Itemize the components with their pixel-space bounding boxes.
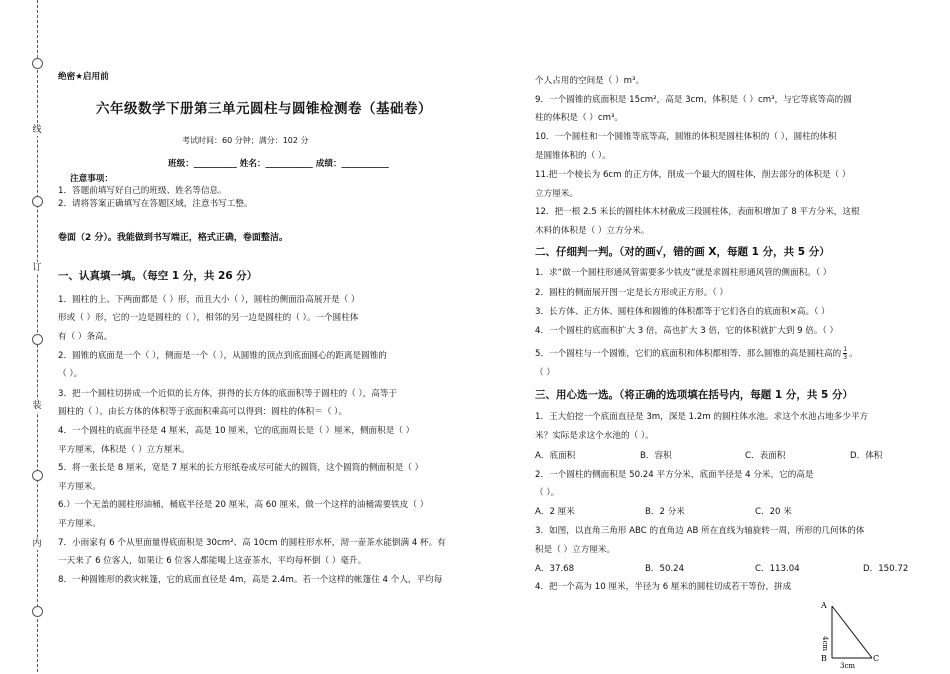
question-line: 3．长方体、正方体、圆柱体和圆锥的体积都等于它们各自的底面积×高。（ ） bbox=[535, 307, 830, 317]
question-line-with-fraction: 5．一个圆柱与一个圆锥，它们的底面积和体积都相等．那么圆锥的高是圆柱高的 $\frac{1}{3}$ 。 bbox=[535, 346, 858, 361]
question-line: 8．一种圆锥形的救灾帐篷，它的底面直径是 4m，高是 2.4m。若一个这样的帐篷住 4 个人，平均每 bbox=[58, 575, 443, 585]
question-line: 一天来了 6 位客人，如果让 6 位客人都能喝上这壶茶水，平均每杯倒（ ）毫升。 bbox=[58, 556, 367, 566]
question-line: 米？实际是求这个水池的（ ）。 bbox=[535, 431, 654, 441]
question-line: 平方厘米。 bbox=[58, 482, 101, 492]
question-line: 6.）一个无盖的圆柱形油桶，桶底半径是 20 厘米，高 60 厘米，做一个这样的油桶需要铁皮（ ） bbox=[58, 500, 429, 510]
vertex-a-label: A bbox=[821, 601, 827, 610]
side-bc-length: 3cm bbox=[840, 662, 856, 670]
page-title: 六年级数学下册第三单元圆柱与圆锥检测卷（基础卷） bbox=[96, 101, 432, 117]
vertex-c-label: C bbox=[873, 654, 880, 663]
student-fields: 班级：__________ 姓名：___________ 成绩：___________ bbox=[168, 159, 389, 169]
question-line: 4．一个圆柱的底面半径是 4 厘米，高是 10 厘米，它的底面周长是（ ）厘米，侧面积是（ ） bbox=[58, 426, 415, 436]
binding-hole-circle bbox=[32, 606, 43, 617]
binding-hole-circle bbox=[32, 334, 43, 345]
binding-hole-circle bbox=[32, 58, 43, 69]
option-c: C．113.04 bbox=[755, 564, 800, 574]
question-line: 2．圆柱的侧面展开图一定是长方形或正方形。（ ） bbox=[535, 288, 728, 298]
triangle-svg bbox=[812, 598, 882, 670]
side-ab-length: 4cm bbox=[821, 636, 829, 652]
side-ac bbox=[832, 606, 872, 658]
vertex-b-label: B bbox=[821, 654, 827, 663]
question-line: 柱的体积是（ ）cm³。 bbox=[535, 113, 624, 123]
binding-label-nei: 内 bbox=[32, 539, 42, 549]
triangle-figure bbox=[812, 598, 882, 674]
binding-label-zhuang: 装 bbox=[32, 401, 42, 411]
question-line: 9．一个圆锥的底面积是 15cm²，高是 3cm，体积是（ ）cm³，与它等底等高的圆 bbox=[535, 95, 852, 105]
option-d: D．体积 bbox=[850, 451, 883, 461]
question-line: 12．把一根 2.5 米长的圆柱体木材截成三段圆柱体，表面积增加了 8 平方分米，这根 bbox=[535, 207, 860, 217]
option-c: C．表面积 bbox=[745, 451, 786, 461]
binding-hole-circle bbox=[32, 196, 43, 207]
question-text: 5．一个圆柱与一个圆锥，它们的底面积和体积都相等．那么圆锥的高是圆柱高的 bbox=[535, 349, 842, 359]
question-line: 2．圆锥的底面是一个（ ），侧面是一个（ ），从圆锥的顶点到底面圆心的距离是圆锥的 bbox=[58, 351, 387, 361]
option-c: C．20 米 bbox=[755, 507, 792, 517]
question-line: 4．一个圆柱的底面积扩大 3 倍，高也扩大 3 倍，它的体积就扩大到 9 倍。（ ） bbox=[535, 326, 839, 336]
question-line: 木料的体积是（ ）立方分米。 bbox=[535, 226, 650, 236]
option-b: B．容积 bbox=[640, 451, 672, 461]
question-line: 4．把一个高为 10 厘米，半径为 6 厘米的圆柱切成若干等份，拼成 bbox=[535, 582, 792, 592]
question-line: 有（ ）条高。 bbox=[58, 332, 113, 342]
section3-heading: 三、用心选一选。（将正确的选项填在括号内，每题 1 分，共 5 分） bbox=[535, 389, 853, 401]
neatness-note: 卷面（2 分）。我能做到书写端正，格式正确，卷面整洁。 bbox=[58, 233, 288, 243]
question-line: 立方厘米。 bbox=[535, 189, 578, 199]
question-line: 圆柱的（ ）。由长方体的体积等于底面积乘高可以得到：圆柱的体积＝（ ）。 bbox=[58, 407, 348, 417]
question-line: 形或（ ）形，它的一边是圆柱的（ ），相邻的另一边是圆柱的（ ）。一个圆柱体 bbox=[58, 313, 359, 323]
secret-label: 绝密★启用前 bbox=[58, 72, 109, 82]
question-line: 5．将一张长是 8 厘米，宽是 7 厘米的长方形纸卷成尽可能大的圆筒，这个圆筒的侧面积是（ ） bbox=[58, 463, 424, 473]
option-a: A．37.68 bbox=[535, 564, 575, 574]
question-line: 平方厘米，体积是（ ）立方厘米。 bbox=[58, 445, 190, 455]
question-line: （ ）。 bbox=[535, 488, 560, 498]
notice-item: 1．答题前填写好自己的班级、姓名等信息。 bbox=[58, 186, 227, 196]
question-line: 1．圆柱的上、下两面都是（ ）形，而且大小（ ），圆柱的侧面沿高展开是（ ） bbox=[58, 295, 360, 305]
fraction-denominator: 3 bbox=[843, 354, 848, 361]
binding-margin bbox=[0, 0, 52, 672]
question-line: 积是（ ）立方厘米。 bbox=[535, 545, 616, 555]
question-line: （ ）。 bbox=[58, 369, 83, 379]
section2-heading: 二、仔细判一判。（对的画√，错的画 X，每题 1 分，共 5 分） bbox=[535, 246, 830, 258]
question-line: （ ） bbox=[535, 368, 555, 378]
fraction-numerator: 1 bbox=[843, 346, 848, 353]
fraction-one-third bbox=[843, 346, 847, 361]
question-line: 平方厘米。 bbox=[58, 519, 101, 529]
notice-item: 2．请将答案正确填写在答题区域，注意书写工整。 bbox=[58, 199, 253, 209]
option-b: B．50.24 bbox=[645, 564, 685, 574]
section1-heading: 一、认真填一填。（每空 1 分，共 26 分） bbox=[58, 270, 258, 282]
exam-info: 考试时间：60 分钟；满分：102 分 bbox=[182, 136, 309, 145]
option-b: B．2 分米 bbox=[645, 507, 685, 517]
binding-hole-circle bbox=[32, 470, 43, 481]
question-line: 3．如图，以直角三角形 ABC 的直角边 AB 所在直线为轴旋转一周，所形的几何体的体 bbox=[535, 526, 865, 536]
option-a: A．底面积 bbox=[535, 451, 576, 461]
question-line: 个人占用的空间是（ ）m³。 bbox=[535, 76, 645, 86]
question-line: 1．王大伯挖一个底面直径是 3m，深是 1.2m 的圆柱体水池。求这个水池占地多少平方 bbox=[535, 412, 869, 422]
option-d: D．150.72 bbox=[863, 564, 909, 574]
notice-title: 注意事项： bbox=[70, 174, 113, 184]
question-line: 10．一个圆柱和一个圆锥等底等高，圆锥的体积是圆柱体积的（ ），圆柱的体积 bbox=[535, 132, 837, 142]
question-line: 2．一个圆柱的侧面积是 50.24 平方分米，底面半径是 4 分米，它的高是 bbox=[535, 470, 814, 480]
question-line: 是圆锥体积的（ ）。 bbox=[535, 151, 611, 161]
binding-label-ding: 订 bbox=[32, 263, 42, 273]
question-line: 7．小雨家有 6 个从里面量得底面积是 30cm²、高 10cm 的圆柱形水杯，沏一壶茶水能倒满 4 杯。有 bbox=[58, 538, 446, 548]
question-line: 11.把一个棱长为 6cm 的正方体，削成一个最大的圆柱体，削去部分的体积是（ ） bbox=[535, 170, 851, 180]
question-line: 3．把一个圆柱切拼成一个近似的长方体，拼得的长方体的底面积等于圆柱的（ ），高等于 bbox=[58, 389, 398, 399]
option-a: A．2 厘米 bbox=[535, 507, 575, 517]
question-line: 1．求“做一个圆柱形通风管需要多少铁皮”就是求圆柱形通风管的侧面积。（ ） bbox=[535, 268, 832, 278]
binding-label-xian: 线 bbox=[32, 125, 42, 135]
